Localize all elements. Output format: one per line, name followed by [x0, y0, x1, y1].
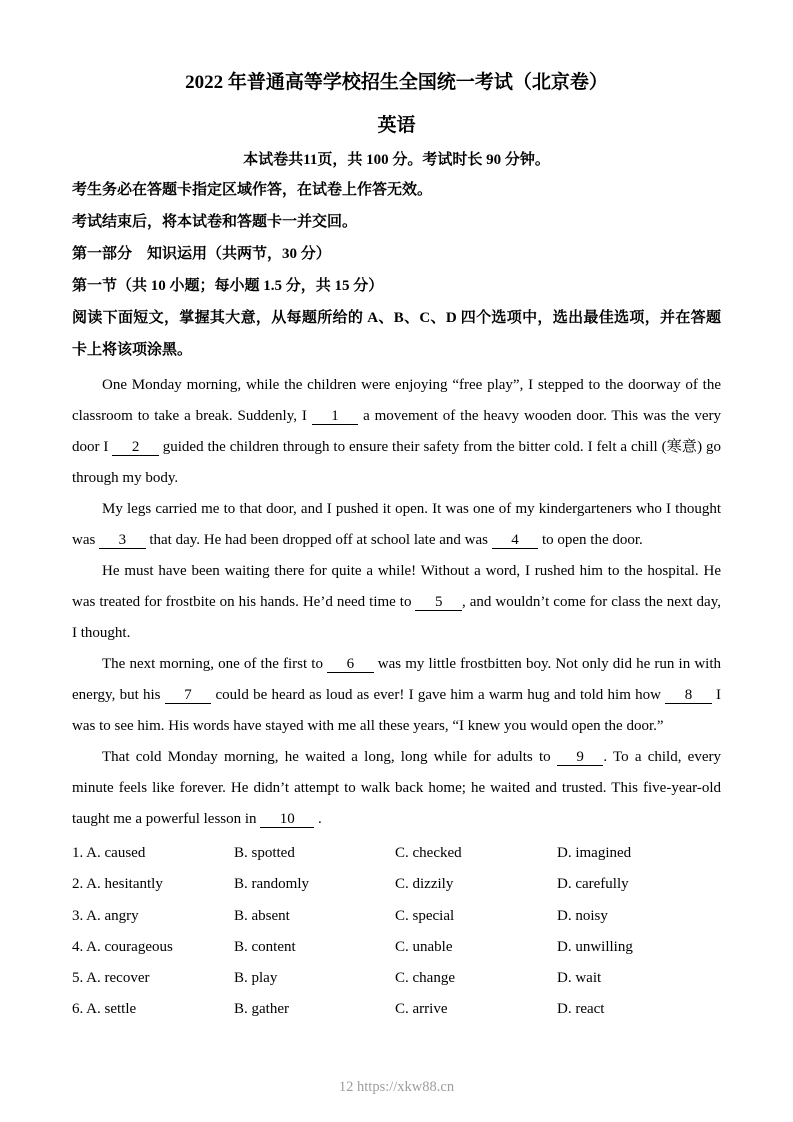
blank-7: 7 — [165, 687, 212, 704]
page-footer: 12 https://xkw88.cn — [338, 1079, 455, 1095]
option-cell: D. react — [557, 1000, 605, 1017]
option-cell: D. wait — [557, 969, 602, 986]
option-cell: 4. A. courageous — [72, 938, 173, 955]
option-cell: C. dizzily — [395, 876, 454, 893]
option-cell: B. absent — [234, 907, 290, 924]
blank-10: 10 — [260, 811, 314, 828]
option-cell: B. spotted — [234, 845, 295, 862]
blank-1: 1 — [312, 408, 359, 425]
option-cell: B. gather — [234, 1000, 289, 1017]
passage-paragraph: That cold Monday morning, he waited a long, long while for adults to 9 . To a child, every minute feels like forever. He didn’t attempt to walk back home; he waited and trusted. This five-year-old taught me a powerful lesson in 10 . — [72, 749, 721, 828]
option-cell: B. content — [234, 938, 296, 955]
question-row — [72, 901, 721, 932]
section-directions: 阅读下面短文，掌握其大意，从每题所给的 A、B、C、D 四个选项中，选出最佳选项，并在答题卡上将该项涂黑。 — [72, 309, 721, 358]
option-cell: 3. A. angry — [72, 907, 139, 924]
blank-5: 5 — [415, 594, 462, 611]
question-row — [72, 838, 721, 869]
option-cell: D. imagined — [557, 845, 632, 862]
option-cell: B. randomly — [234, 876, 309, 893]
option-cell: D. unwilling — [557, 938, 633, 955]
blank-6: 6 — [327, 656, 374, 673]
option-cell: D. noisy — [557, 907, 608, 924]
option-cell: 5. A. recover — [72, 969, 150, 986]
passage-paragraph: He must have been waiting there for quite a while! Without a word, I rushed him to the hospital. He was treated for frostbite on his hands. He’d need time to 5 , and wouldn’t come for class the next day, I thought. — [72, 563, 721, 642]
option-cell: B. play — [234, 969, 278, 986]
blank-4: 4 — [492, 532, 539, 549]
notices-block — [72, 175, 721, 367]
option-cell: C. special — [395, 907, 455, 924]
option-cell: C. arrive — [395, 1000, 448, 1017]
part-heading: 第一部分 知识运用（共两节，30 分） — [72, 245, 331, 262]
notice-line-1: 考生务必在答题卡指定区域作答，在试卷上作答无效。 — [72, 182, 433, 199]
option-cell: 2. A. hesitantly — [72, 876, 163, 893]
passage — [72, 370, 721, 836]
section-heading: 第一节（共 10 小题；每小题 1.5 分，共 15 分） — [72, 277, 384, 294]
question-row — [72, 963, 721, 994]
option-cell: D. carefully — [557, 876, 629, 893]
option-cell: 6. A. settle — [72, 1000, 137, 1017]
option-cell: 1. A. caused — [72, 845, 146, 862]
passage-paragraph: My legs carried me to that door, and I pushed it open. It was one of my kindergarteners who I thought was 3 that day. He had been dropped off at school late and was 4 to open the door. — [72, 500, 721, 548]
option-cell: C. checked — [395, 845, 462, 862]
question-row — [72, 932, 721, 963]
question-row — [72, 994, 721, 1025]
option-cell: C. unable — [395, 938, 453, 955]
blank-9: 9 — [557, 749, 604, 766]
questions — [72, 838, 721, 1024]
subject-title: 英语 — [377, 114, 416, 136]
question-row — [72, 869, 721, 900]
blank-2: 2 — [112, 439, 159, 456]
notice-line-2: 考试结束后，将本试卷和答题卡一并交回。 — [72, 214, 358, 231]
exam-info-line: 本试卷共11页，共 100 分。考试时长 90 分钟。 — [243, 151, 550, 168]
passage-paragraph: One Monday morning, while the children were enjoying “free play”, I stepped to the doorway of the classroom to take a break. Suddenly, I 1 a movement of the heavy wooden door. This was the very door I 2 guided the children through to ensure their safety from the bitter cold. I felt a chill (寒意) go through my body. — [72, 376, 721, 486]
option-cell: C. change — [395, 969, 455, 986]
blank-3: 3 — [99, 532, 146, 549]
blank-8: 8 — [665, 687, 712, 704]
passage-paragraph: The next morning, one of the first to 6 was my little frostbitten boy. Not only did he run in with energy, but his 7 could be heard as loud as ever! I gave him a warm hug and told him how 8 I was to see him. His words have stayed with me all these years, “I knew you would open the door.” — [72, 656, 722, 735]
exam-title: 2022 年普通高等学校招生全国统一考试（北京卷） — [185, 72, 608, 93]
